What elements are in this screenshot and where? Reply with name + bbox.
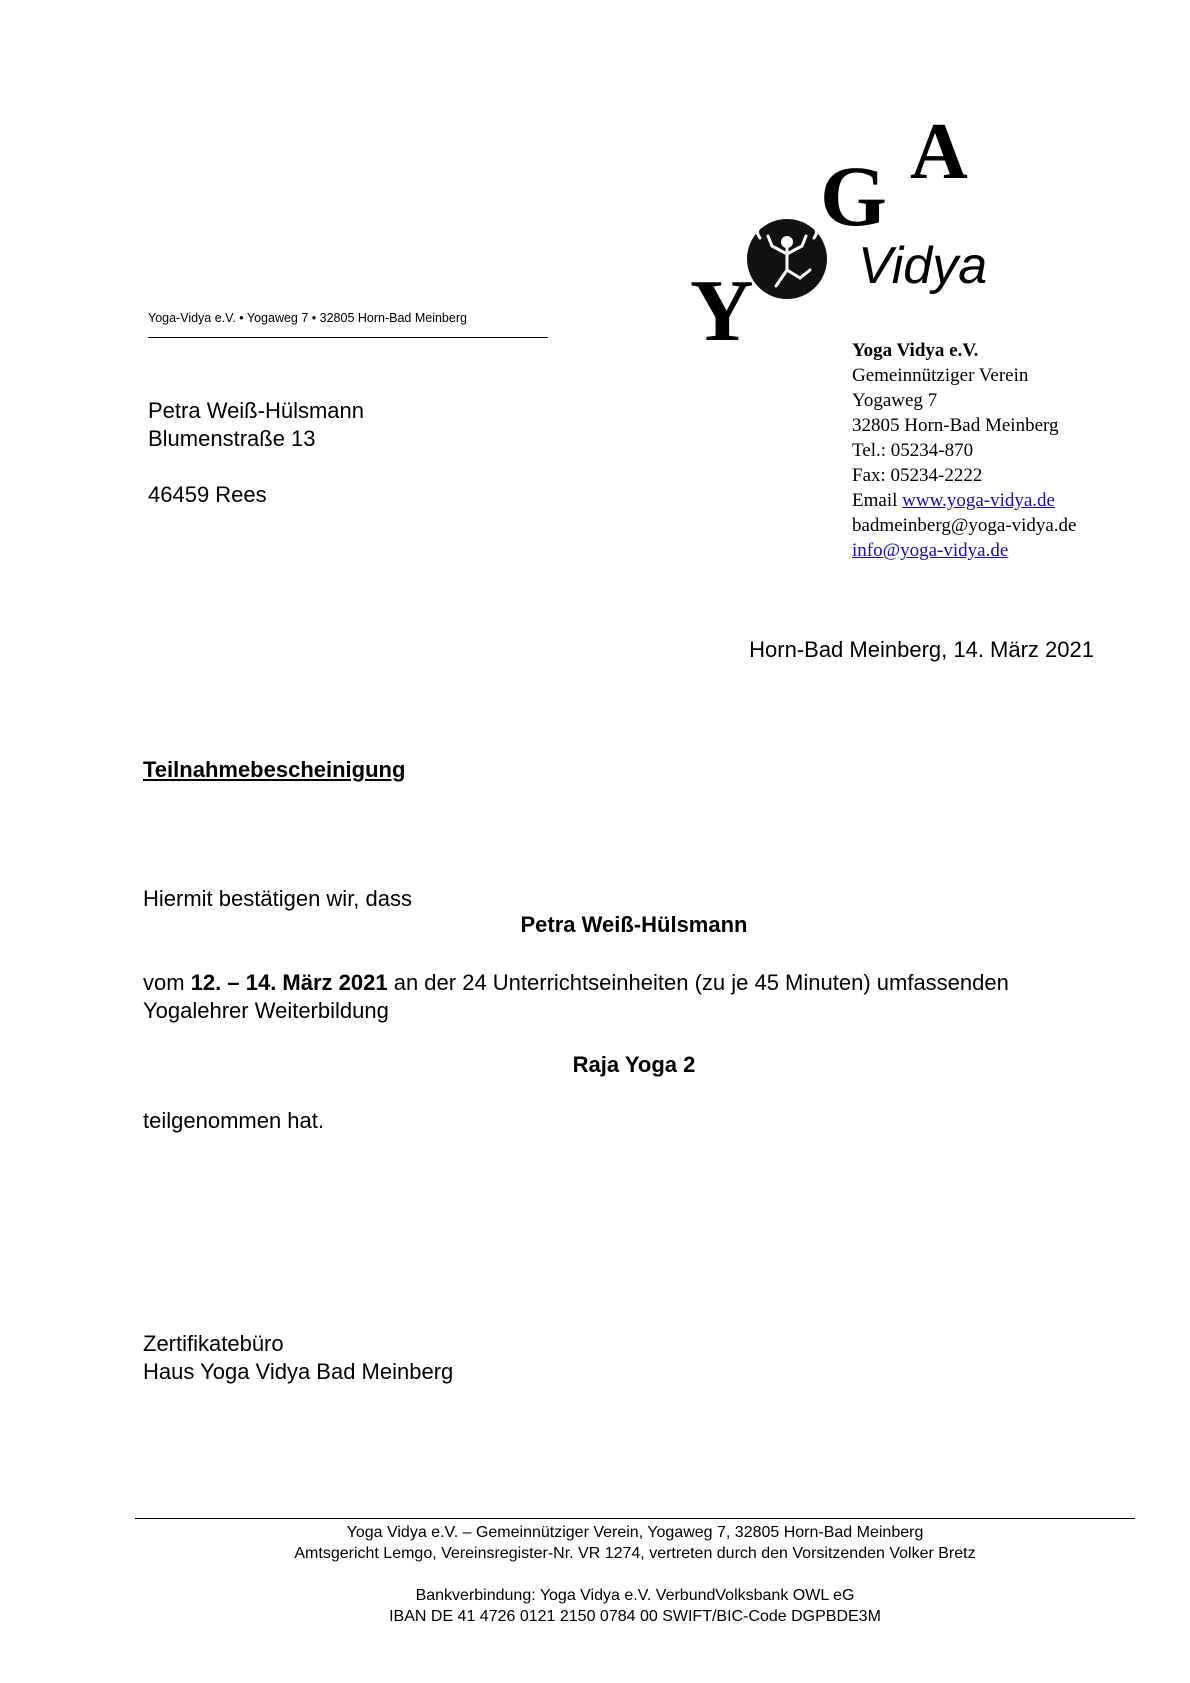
org-name: Yoga Vidya e.V. — [852, 340, 979, 361]
logo-letter-y: Y — [690, 263, 754, 350]
vom-text: vom — [143, 970, 191, 995]
course-details-line2: Yogalehrer Weiterbildung — [143, 998, 389, 1023]
course-name: Raja Yoga 2 — [572, 1052, 696, 1077]
sender-address-line: Yoga-Vidya e.V. • Yogaweg 7 • 32805 Horn-Bad Meinberg — [148, 311, 467, 325]
intro-text: Hiermit bestätigen wir, dass — [143, 886, 412, 911]
date-line: Horn-Bad Meinberg, 14. März 2021 — [749, 637, 1094, 662]
signature-line1: Zertifikatebüro — [143, 1331, 284, 1356]
org-fax: Fax: 05234-2222 — [852, 465, 983, 486]
org-email-row — [852, 488, 1077, 513]
recipient-city: 46459 Rees — [148, 482, 267, 507]
footer-line-2: Amtsgericht Lemgo, Vereinsregister-Nr. VR 1274, vertreten durch den Vorsitzenden Volker Bretz — [294, 1545, 976, 1562]
org-phone: Tel.: 05234-870 — [852, 440, 974, 461]
website-link[interactable]: www.yoga-vidya.de — [902, 490, 1055, 511]
yoga-vidya-logo — [690, 120, 1000, 350]
document-title: Teilnahmebescheinigung — [143, 757, 406, 782]
footer-divider — [135, 1518, 1135, 1519]
footer-line-1: Yoga Vidya e.V. – Gemeinnütziger Verein, Yogaweg 7, 32805 Horn-Bad Meinberg — [346, 1524, 924, 1541]
org-email-badmeinberg: badmeinberg@yoga-vidya.de — [852, 515, 1077, 536]
signature-line2: Haus Yoga Vidya Bad Meinberg — [143, 1359, 454, 1384]
footer-line-3: Bankverbindung: Yoga Vidya e.V. VerbundVolksbank OWL eG — [415, 1587, 855, 1604]
footer-line-4: IBAN DE 41 4726 0121 2150 0784 00 SWIFT/BIC-Code DGPBDE3M — [389, 1608, 881, 1625]
organization-contact-block — [852, 338, 1077, 563]
recipient-street: Blumenstraße 13 — [148, 426, 316, 451]
participant-name: Petra Weiß-Hülsmann — [520, 912, 748, 937]
org-type: Gemeinnütziger Verein — [852, 365, 1029, 386]
logo-vidya-text: Vidya — [858, 237, 988, 295]
org-city: 32805 Horn-Bad Meinberg — [852, 415, 1059, 436]
course-dates: 12. – 14. März 2021 — [190, 970, 388, 995]
sender-divider — [148, 337, 548, 338]
recipient-name: Petra Weiß-Hülsmann — [148, 398, 364, 423]
logo-letter-g: G — [820, 148, 887, 244]
org-street: Yogaweg 7 — [852, 390, 938, 411]
course-details-text: an der 24 Unterrichtseinheiten (zu je 45 Minuten) umfassenden — [387, 970, 1009, 995]
closing-text: teilgenommen hat. — [143, 1108, 324, 1133]
course-details-line1 — [143, 969, 1009, 997]
org-email-label: Email — [852, 490, 903, 511]
info-email-link[interactable]: info@yoga-vidya.de — [852, 540, 1009, 561]
logo-letter-a: A — [910, 120, 968, 196]
